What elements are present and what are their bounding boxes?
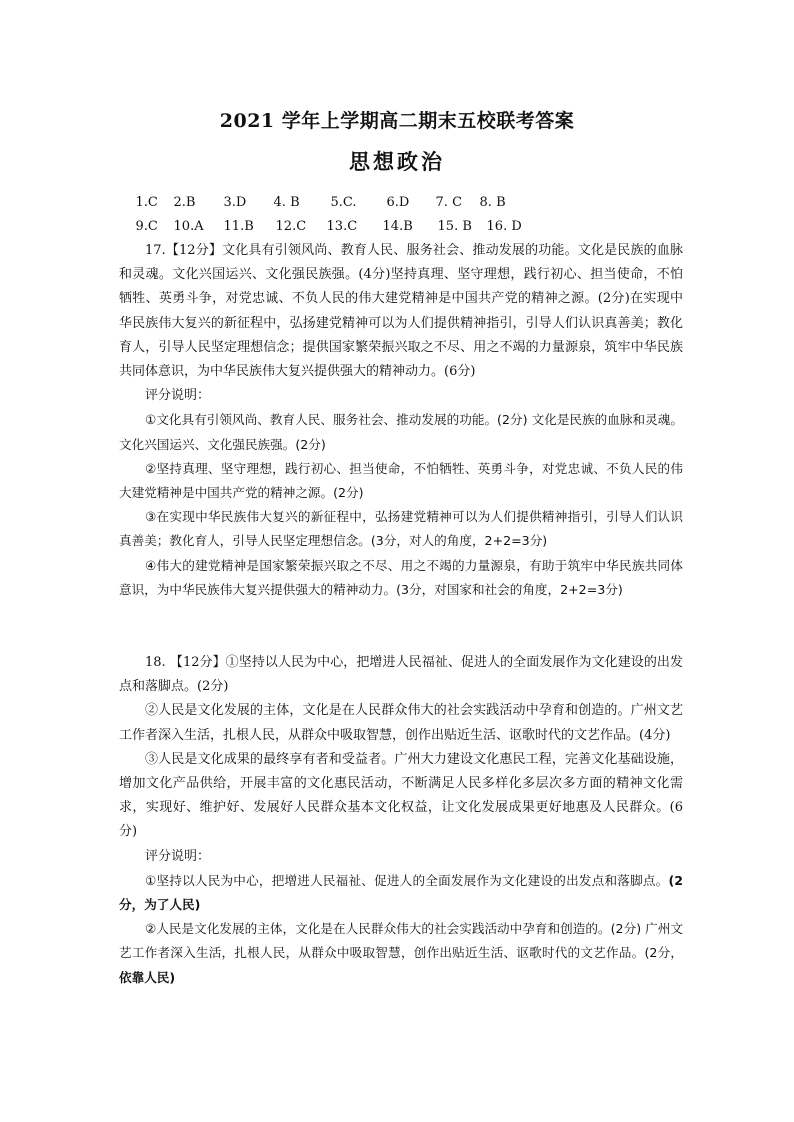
mc-answer: 13.C (326, 219, 358, 234)
scoring-point (119, 917, 683, 990)
mc-answer: 16. D (486, 219, 522, 234)
mc-answer: 14.B (382, 219, 413, 234)
question-18-section (119, 651, 683, 990)
scoring-point-text: ①坚持以人民为中心，把增进人民福祉、促进人的全面发展作为文化建设的出发点和落脚点。 (145, 872, 669, 888)
mc-answer: 12.C (275, 219, 307, 234)
scoring-point: ①文化具有引领风尚、教育人民、服务社会、推动发展的功能。(2分) 文化是民族的血脉和灵魂。文化兴国运兴、文化强民族强。(2分) (119, 412, 683, 452)
mc-answer: 1.C (135, 195, 158, 210)
mc-answer: 6.D (386, 195, 410, 210)
scoring-point-emphasis: (2分，为了人民) (119, 872, 683, 913)
scoring-point-text: (2分， (644, 945, 683, 961)
question-18-point-2: ②人民是文化发展的主体，文化是在人民群众伟大的社会实践活动中孕育和创造的。广州文艺工作者深入生活，扎根人民，从群众中吸取智慧，创作出贴近生活、讴歌时代的文艺作品。(4分) (119, 703, 683, 743)
scoring-point: ③在实现中华民族伟大复兴的新征程中，弘扬建党精神可以为人们提供精神指引，引导人们认识真善美；教化育人，引导人民坚定理想信念。(3分，对人的角度，2+2=3分) (119, 509, 683, 549)
question-18-point-3: ③人民是文化成果的最终享有者和受益者。广州大力建设文化惠民工程，完善文化基础设施，增加文化产品供给，开展丰富的文化惠民活动，不断满足人民多样化多层次多方面的精神文化需求，实现好、维护好、发展好人民群众基本文化权益，让文化发展成果更好地惠及人民群众。(6分) (119, 751, 683, 840)
mc-answer: 8. B (479, 195, 506, 210)
mc-answer: 7. C (435, 195, 463, 210)
mc-answer: 3.D (223, 195, 247, 210)
scoring-notes-label: 评分说明： (145, 388, 211, 404)
mc-answer: 15. B (437, 219, 472, 234)
mc-answer: 2.B (173, 195, 196, 210)
scoring-point: ④伟大的建党精神是国家繁荣振兴取之不尽、用之不竭的力量源泉，有助于筑牢中华民族共同体意识，为中华民族伟大复兴提供强大的精神动力。(3分，对国家和社会的角度，2+2=3分) (119, 557, 683, 597)
mc-answer: 5.C. (330, 195, 357, 210)
page-title: 2021 学年上学期高二期末五校联考答案 (219, 110, 575, 132)
scoring-point (119, 869, 683, 917)
mc-answer: 4. B (273, 195, 300, 210)
question-17-section (119, 239, 683, 602)
scoring-point-text: ②人民是文化发展的主体，文化是在人民群众伟大的社会实践活动中孕育和创造的。(2分) 广州文艺工作者深入生活，扎根人民，从群众中吸取智慧，创作出贴近生活、讴歌时代的文艺作品。 (119, 921, 683, 961)
mc-answer: 10.A (173, 219, 204, 234)
mc-answer: 9.C (135, 219, 158, 234)
scoring-notes-label: 评分说明： (145, 848, 211, 864)
subject-title: 思想政治 (349, 149, 445, 174)
question-18-point-1: 18. 【12分】①坚持以人民为中心，把增进人民福祉、促进人的全面发展作为文化建设的出发点和落脚点。(2分) (119, 655, 683, 695)
question-17-answer: 17.【12分】文化具有引领风尚、教育人民、服务社会、推动发展的功能。文化是民族的血脉和灵魂。文化兴国运兴、文化强民族强。(4分)坚持真理、坚守理想，践行初心、担当使命，不怕牺牲、英勇斗争，对党忠诚、不负人民的伟大建党精神是中国共产党的精神之源。(2分)在实现中华民族伟大复兴的新征程中，弘扬建党精神可以为人们提供精神指引，引导人们认识真善美；教化育人，引导人民坚定理想信念；提供国家繁荣振兴取之不尽、用之不竭的力量源泉，筑牢中华民族共同体意识，为中华民族伟大复兴提供强大的精神动力。(6分) (119, 243, 683, 380)
scoring-point: ②坚持真理、坚守理想，践行初心、担当使命，不怕牺牲、英勇斗争，对党忠诚、不负人民的伟大建党精神是中国共产党的精神之源。(2分) (119, 460, 683, 501)
scoring-point-emphasis: 依靠人民) (119, 969, 176, 985)
mc-answer: 11.B (223, 219, 254, 234)
